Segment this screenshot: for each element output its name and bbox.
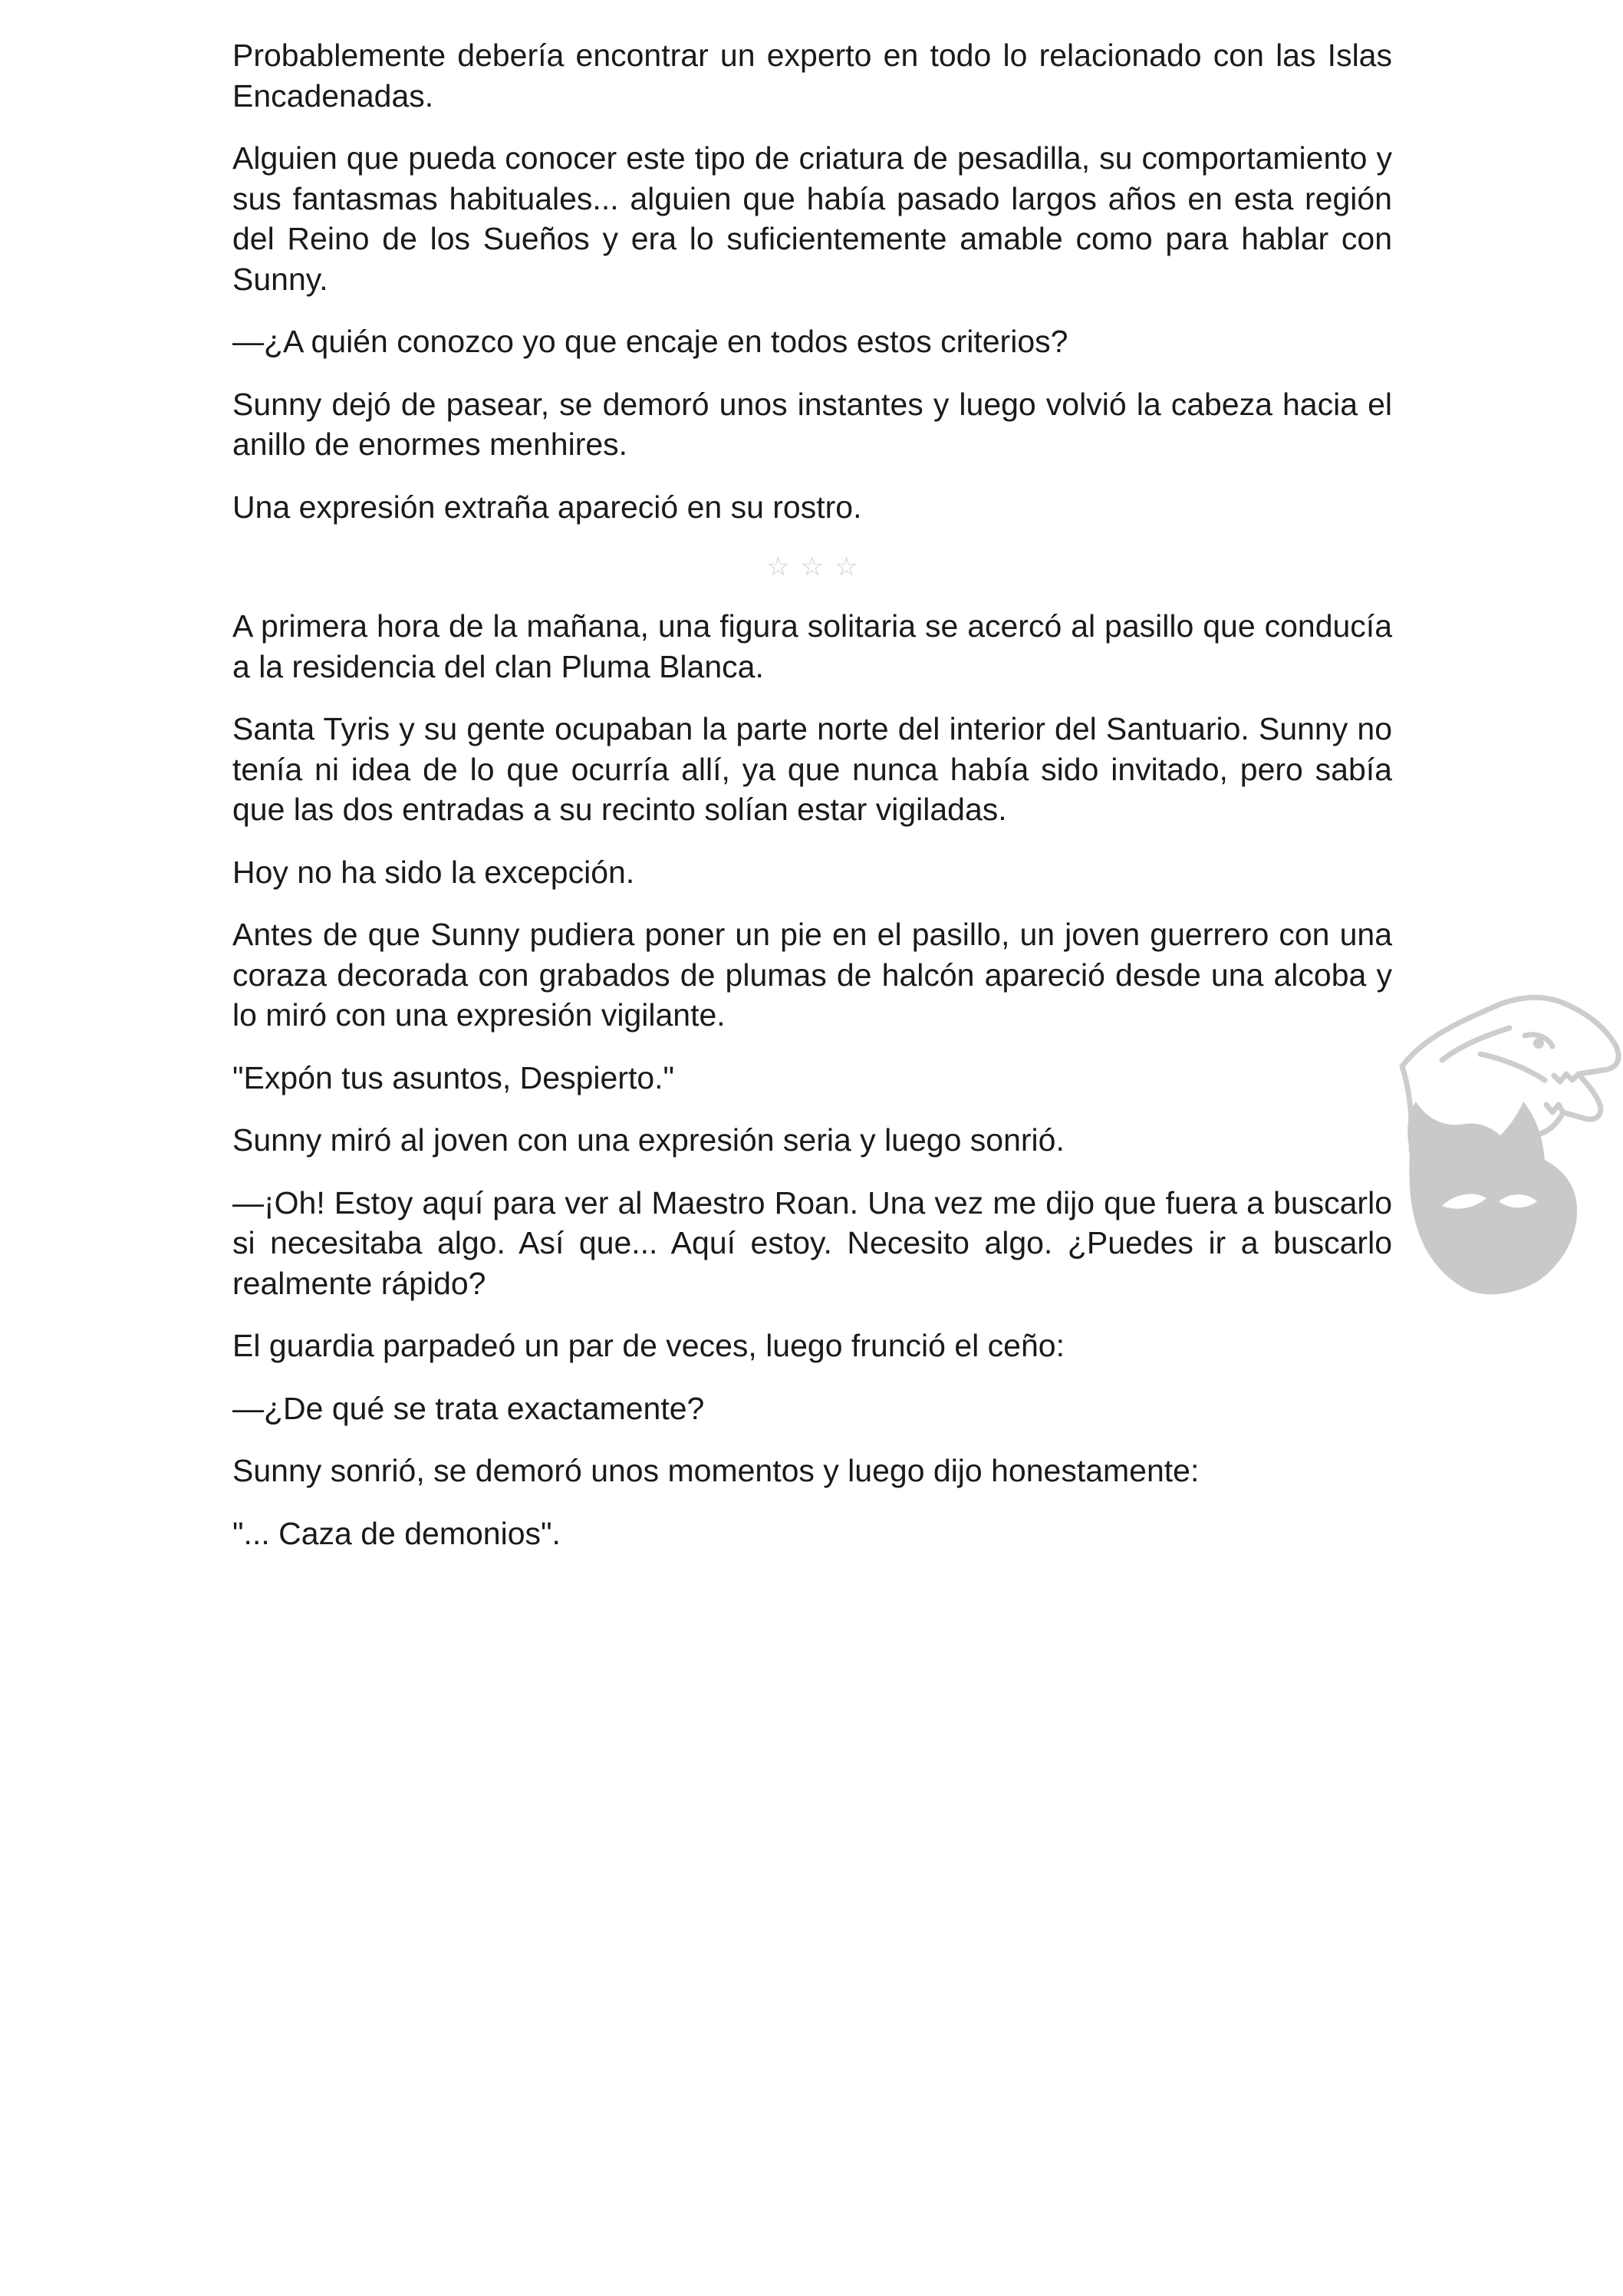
paragraph: —¿De qué se trata exactamente? xyxy=(232,1390,705,1426)
scene-break-stars: ☆☆☆ xyxy=(766,552,869,581)
paragraph: Una expresión extraña apareció en su rostro. xyxy=(232,489,862,525)
paragraph: Sunny sonrió, se demoró unos momentos y luego dijo honestamente: xyxy=(232,1453,1200,1488)
paragraph: Sunny dejó de pasear, se demoró unos instantes y luego volvió la cabeza hacia el anillo de enormes menhires. xyxy=(232,386,1392,462)
paragraph: El guardia parpadeó un par de veces, luego frunció el ceño: xyxy=(232,1328,1065,1363)
paragraph: Probablemente debería encontrar un experto en todo lo relacionado con las Islas Encadenadas. xyxy=(232,38,1392,114)
paragraph: "Expón tus asuntos, Despierto." xyxy=(232,1059,675,1095)
paragraph: A primera hora de la mañana, una figura solitaria se acercó al pasillo que conducía a la residencia del clan Pluma Blanca. xyxy=(232,608,1392,684)
paragraph: Santa Tyris y su gente ocupaban la parte norte del interior del Santuario. Sunny no tenía ni idea de lo que ocurría allí, ya que nunca había sido invitado, pero sabía que las dos entradas a su recinto solían estar vigiladas. xyxy=(232,711,1392,827)
paragraph: Sunny miró al joven con una expresión seria y luego sonrió. xyxy=(232,1122,1065,1158)
dinosaur-watermark-icon xyxy=(1394,990,1623,1300)
paragraph: "... Caza de demonios". xyxy=(232,1515,561,1551)
text-column xyxy=(232,35,1392,1576)
paragraph: Hoy no ha sido la excepción. xyxy=(232,854,635,890)
paragraph: —¿A quién conozco yo que encaje en todos estos criterios? xyxy=(232,324,1068,359)
paragraph: —¡Oh! Estoy aquí para ver al Maestro Roan. Una vez me dijo que fuera a buscarlo si necesitaba algo. Así que... Aquí estoy. Necesito algo. ¿Puedes ir a buscarlo realmente rápido? xyxy=(232,1184,1392,1301)
paragraph: Antes de que Sunny pudiera poner un pie en el pasillo, un joven guerrero con una coraza decorada con grabados de plumas de halcón apareció desde una alcoba y lo miró con una expresión vigilante. xyxy=(232,917,1392,1033)
paragraph: Alguien que pueda conocer este tipo de criatura de pesadilla, su comportamiento y sus fantasmas habituales... alguien que había pasado largos años en esta región del Reino de los Sueños y era lo suficientemente amable como para hablar con Sunny. xyxy=(232,140,1392,297)
